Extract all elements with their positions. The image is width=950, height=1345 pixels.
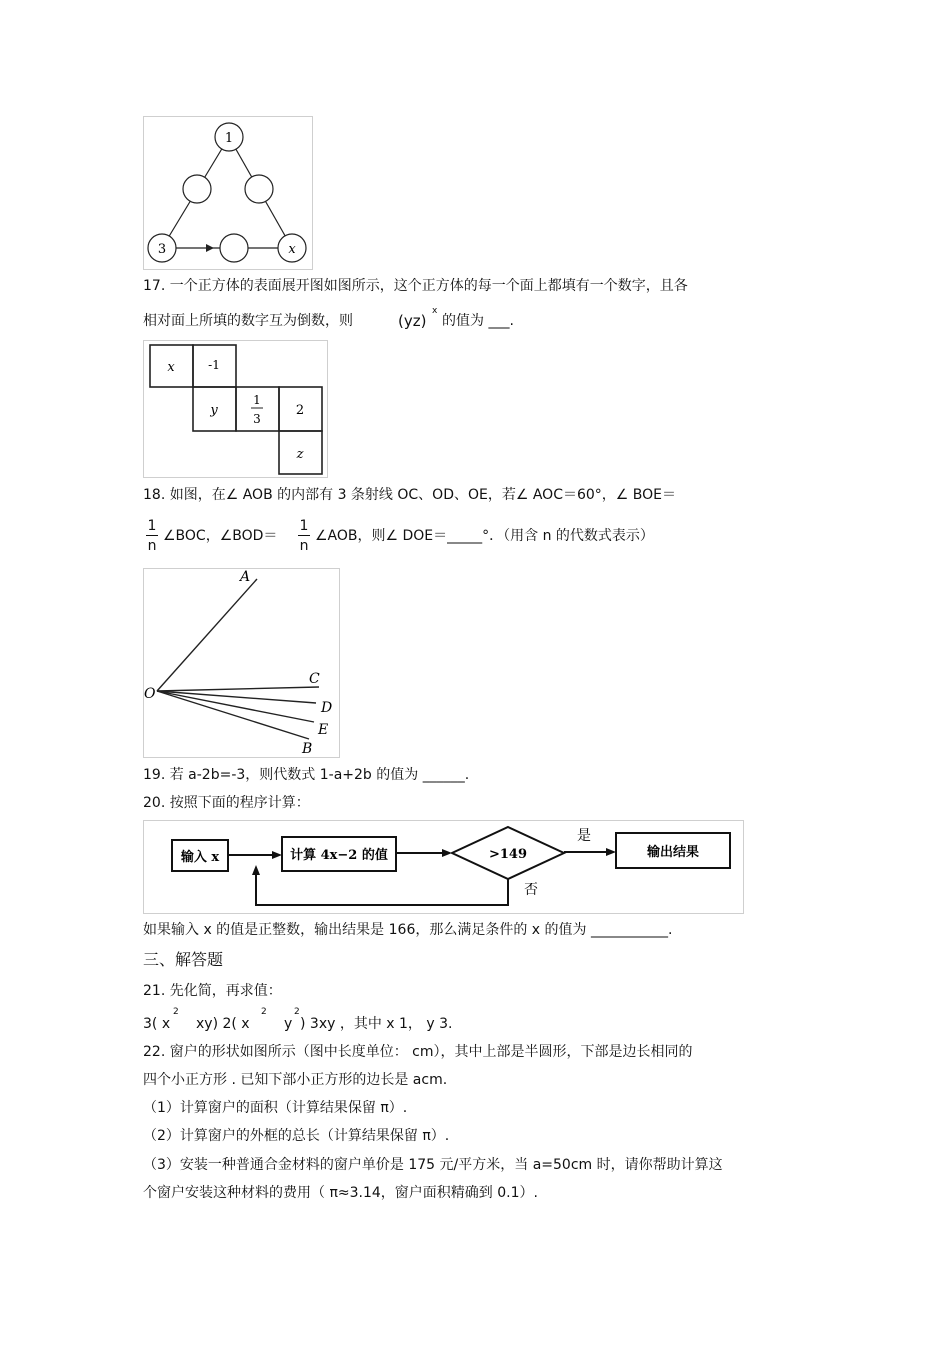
q21-expr-part4: ) 3xy ，其中 x 1， y 3.: [300, 1016, 453, 1032]
q18-frac1-num: 1: [147, 518, 157, 534]
q22-item2: （2）计算窗户的外框的总长（计算结果保留 π）.: [143, 1128, 450, 1144]
q22-item4: 个窗户安装这种材料的费用（ π≈3.14，窗户面积精确到 0.1）.: [143, 1185, 538, 1201]
flowchart-svg: [144, 821, 743, 913]
q17-exponent: x: [432, 306, 438, 316]
q18-frac2-num: 1: [299, 518, 309, 534]
q18-frac2: [298, 517, 310, 556]
cube-net-svg: [144, 341, 327, 477]
net-y: y: [210, 403, 218, 418]
label-D: D: [321, 700, 333, 716]
q21-expr-part3: y: [284, 1016, 293, 1032]
circle-right-mid: [245, 175, 273, 203]
node-label-x: x: [288, 242, 296, 257]
q20-answer-line: 如果输入 x 的值是正整数，输出结果是 166，那么满足条件的 x 的值为 ___________.: [143, 922, 673, 938]
net-2: 2: [295, 403, 305, 418]
q22-line1: 22. 窗户的形状如图所示（图中长度单位： cm），其中上部是半圆形，下部是边长相同的: [143, 1044, 693, 1060]
q18-line2a: ∠BOC，∠BOD＝: [163, 528, 278, 544]
net-x: x: [167, 360, 175, 375]
flow-no-label: 否: [524, 882, 538, 898]
q21-line1: 21. 先化简，再求值：: [143, 983, 282, 999]
q17-line2b: 的值为 ___.: [442, 313, 514, 329]
node-label-1: 1: [224, 131, 234, 146]
triangle-circles-figure: [143, 116, 313, 270]
q21-exp2: 2: [261, 1007, 267, 1017]
q17-expr: (yz): [398, 312, 427, 330]
angle-rays-figure: [143, 568, 340, 758]
net-frac-den: 3: [253, 412, 261, 426]
flow-output-label: 输出结果: [646, 845, 700, 860]
q21-expr-part2: xy) 2( x: [196, 1016, 250, 1032]
q22-line2: 四个小正方形 . 已知下部小正方形的边长是 acm.: [143, 1072, 448, 1088]
net-minus1: -1: [208, 358, 220, 372]
q17-line1: 17. 一个正方体的表面展开图如图所示，这个正方体的每一个面上都填有一个数字，且各: [143, 278, 688, 294]
flow-cond-label: >149: [488, 847, 528, 862]
net-z: z: [296, 447, 304, 462]
q18-line2b: ∠AOB，则∠ DOE＝_____°．（用含 n 的代数式表示）: [315, 528, 654, 544]
q18-frac1: [146, 517, 158, 556]
section-heading: 三、解答题: [143, 950, 224, 969]
q22-item1: （1）计算窗户的面积（计算结果保留 π）.: [143, 1100, 408, 1116]
program-flowchart: [143, 820, 744, 914]
q20-text: 20. 按照下面的程序计算：: [143, 795, 310, 811]
flow-calc-label: 计算 4x−2 的值: [290, 848, 388, 863]
q18-frac1-den: n: [147, 538, 157, 554]
label-O: O: [144, 686, 156, 702]
angle-rays-svg: [144, 569, 339, 757]
q18-line1: 18. 如图，在∠ AOB 的内部有 3 条射线 OC、OD、OE，若∠ AOC＝60°，∠ BOE＝: [143, 487, 677, 503]
q22-item3: （3）安装一种普通合金材料的窗户单价是 175 元/平方米，当 a=50cm 时，请你帮助计算这: [143, 1157, 723, 1173]
node-label-3: 3: [157, 242, 167, 257]
circle-bottom-mid: [220, 234, 248, 262]
flow-input-label: 输入 x: [180, 850, 220, 865]
label-B: B: [302, 741, 313, 757]
q21-expr-part1: 3( x: [143, 1016, 171, 1032]
cube-net-figure: [143, 340, 328, 478]
circle-left-mid: [183, 175, 211, 203]
q18-frac2-den: n: [299, 538, 309, 554]
flow-yes-label: 是: [577, 828, 591, 844]
triangle-circles-svg: [144, 117, 312, 269]
q17-line2a: 相对面上所填的数字互为倒数，则: [143, 313, 353, 329]
label-A: A: [240, 569, 251, 585]
q21-exp3: 2: [294, 1007, 300, 1017]
net-frac-num: 1: [253, 393, 261, 407]
q21-exp1: 2: [173, 1007, 179, 1017]
label-E: E: [318, 722, 329, 738]
q19-text: 19. 若 a-2b=-3，则代数式 1-a+2b 的值为 ______.: [143, 767, 470, 783]
label-C: C: [309, 671, 320, 687]
